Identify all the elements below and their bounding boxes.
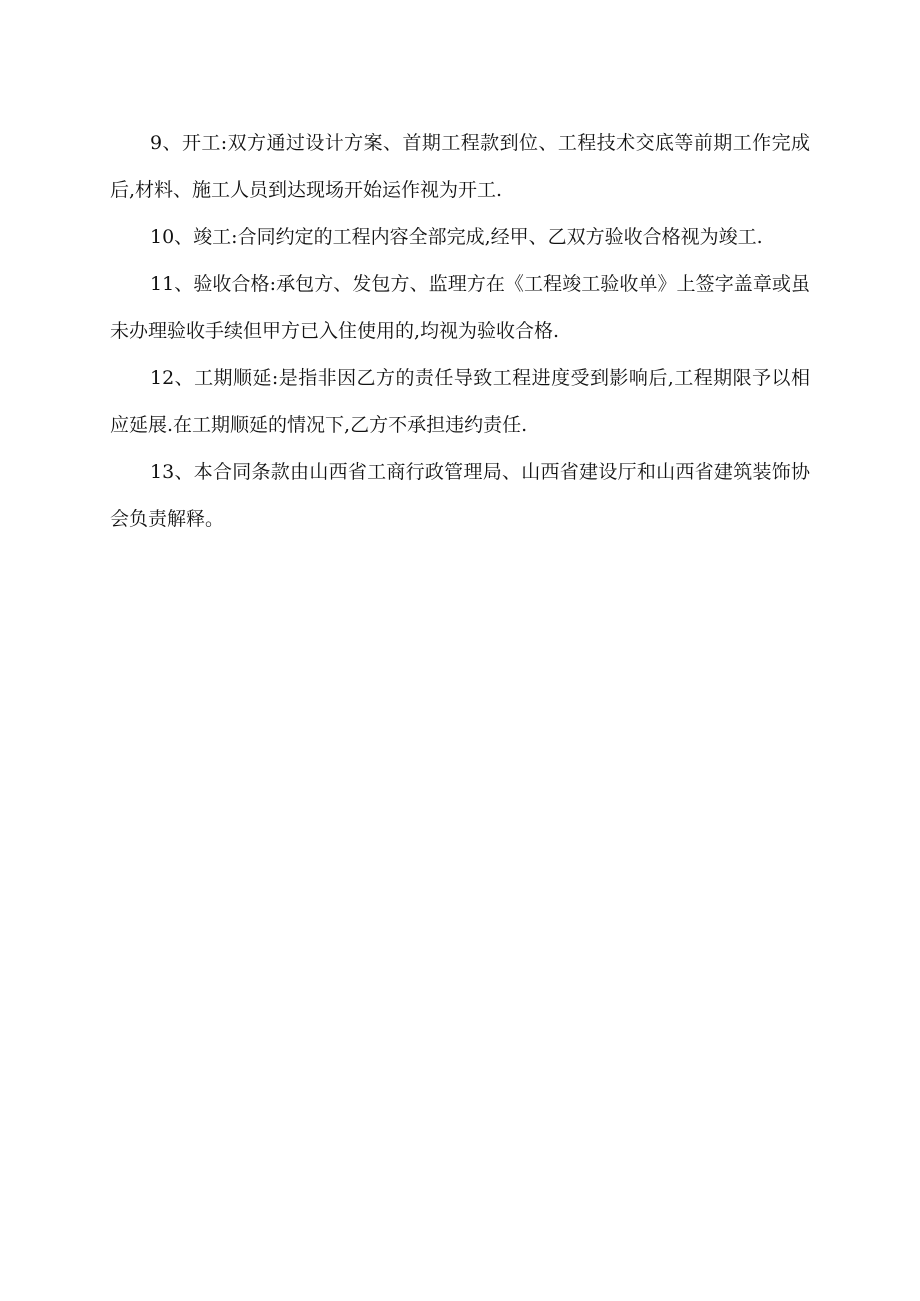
clause-10-paragraph: 10、竣工:合同约定的工程内容全部完成,经甲、乙双方验收合格视为竣工.	[150, 226, 763, 248]
document-body	[110, 120, 810, 543]
clause-13-paragraph: 13、本合同条款由山西省工商行政管理局、山西省建设厅和山西省建筑装饰协会负责解释。	[110, 461, 810, 530]
clause-11-paragraph: 11、验收合格:承包方、发包方、监理方在《工程竣工验收单》上签字盖章或虽未办理验收手续但甲方已入住使用的,均视为验收合格.	[110, 273, 810, 342]
clause-12-paragraph: 12、工期顺延:是指非因乙方的责任导致工程进度受到影响后,工程期限予以相应延展.在工期顺延的情况下,乙方不承担违约责任.	[110, 367, 810, 436]
clause-9-paragraph: 9、开工:双方通过设计方案、首期工程款到位、工程技术交底等前期工作完成后,材料、施工人员到达现场开始运作视为开工.	[110, 132, 810, 201]
